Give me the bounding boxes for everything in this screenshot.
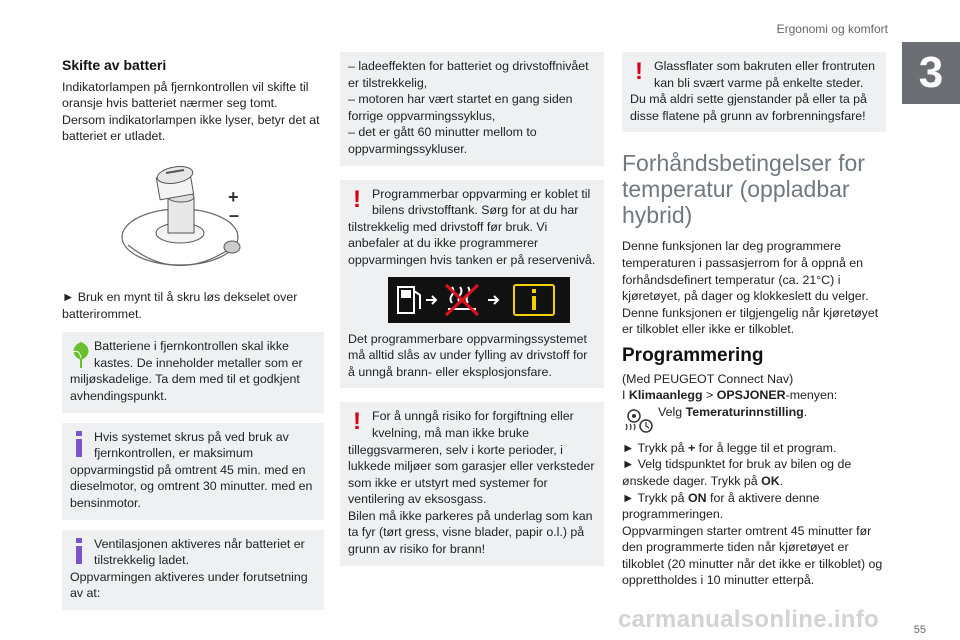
programming-menu-path [622,387,886,404]
step-activate [622,490,886,523]
section-title-battery: Skifte av batteri [62,57,167,73]
warning-hot-glass [622,52,886,132]
warning-poisoning [340,402,604,565]
chapter-tab: 3 [902,42,960,104]
column-middle [340,52,604,566]
running-head: Ergonomi og komfort [776,22,888,36]
step-activate-suffix: for å aktivere denne programmeringen. [622,490,820,522]
info-note-ventilation [62,530,324,610]
select-temperature-text [622,404,886,421]
refuel-warning-icon-strip [388,277,570,323]
step-time-text: ► Velg tidspunktet for bruk av bilen og de ønskede dager. Trykk på [622,457,852,488]
battery-step: ► Bruk en mynt til å skru løs dekselet over batterirommet. [62,289,298,321]
warning-fuel-tank-text-b: Det programmerbare oppvarmingssystemet må alltid slås av under fylling av drivstoff for å unngå brann- eller eksplosjonsfare. [348,331,588,379]
leaf-icon [68,338,90,368]
section-heading-programming: Programmering [622,344,764,366]
climate-settings-icon [622,404,654,436]
watermark: carmanualsonline.info [618,606,880,633]
warning-poisoning-text-a: For å unngå risiko for forgiftning eller kvelning, må man ikke bruke tilleggsvarmeren, selv i korte perioder, i lukkede miljøer som garasjer eller verksteder som ikke er utstyrt med systemer for ventilering av eksosgass. [348,409,595,507]
velg-end: . [803,404,808,419]
step-activate-prefix: ► Trykk på [622,490,688,505]
svg-text:+: + [228,186,239,207]
step-add-program [622,440,886,457]
info-icon [68,429,90,459]
warning-icon: ! [635,58,643,85]
battery-intro: Indikatorlampen på fjernkontrollen vil skifte til oransje hvis batteriet nærmer seg tomt. Dersom indikatorlampen ikke lyser, betyr det at batteriet er utladet. [62,79,320,144]
info-note-ventilation-text-a: Ventilasjonen aktiveres når batteriet er tilstrekkelig ladet. [94,536,305,568]
step-time-end: . [779,473,784,488]
preconditioning-body: Denne funksjonen lar deg programmere temperaturen i passasjerrom for å oppnå en forhåndsdefinert temperatur (ca. 21°C) i kjøretøyet, på dager og klokkeslett du velger. Denne funksjonen er tilgjengelig når kjøretøyet er tilkoblet eller ikke er tilkoblet. [622,239,879,337]
menu-opsjoner: OPSJONER [716,388,786,403]
warning-icon: ! [353,185,361,213]
condition-item: – ladeeffekten for batteriet og drivstoffnivået er tilstrekkelig, [348,59,589,90]
select-temperature-row [622,404,886,436]
column-right [622,52,886,589]
programming-tail: Oppvarmingen starter omtrent 45 minutter før den programmerte tiden når kjøretøyet er tilkoblet (20 minutter når det ikke er tilkoblet) og opprettholdes i 10 minutter etterpå. [622,523,883,588]
step-add-suffix: for å legge til et program. [695,440,837,455]
section-heading-preconditioning: Forhåndsbetingelser for temperatur (oppladbar hybrid) [622,150,865,229]
menu-path-separator: > [702,388,717,403]
warning-hot-glass-text: Glassflater som bakruten eller frontruten kan bli svært varme på enkelte steder. Du må aldri sette gjenstander på eller ta på disse flatene på grunn av forbrenningsfare! [630,59,876,123]
conditions-list-box [340,52,604,166]
on-key: ON [687,490,707,505]
warning-fuel-tank-text: Programmerbar oppvarming er koblet til bilens drivstofftank. Sørg for at du har tilstrekkelig med drivstoff før bruk. Vi anbefaler at du ikke programmerer oppvarmingen hvis tanken er på reservenivå. [348,186,596,267]
warning-icon: ! [353,408,361,436]
step-add-prefix: ► Trykk på [622,440,688,455]
temperature-setting-option: Temeraturinnstilling [685,404,804,419]
remote-battery-illustration [110,157,260,279]
environment-note-text: Batteriene i fjernkontrollen skal ikke kastes. De inneholder metaller som er miljøskadelige. Ta dem med til et godkjent avhendingspunkt. [70,339,303,403]
ok-key: OK [761,473,780,488]
svg-text:–: – [229,204,240,225]
info-note-ventilation-text-b: Oppvarmingen aktiveres under forutsetning av at: [70,569,308,601]
page-number: 55 [913,624,926,636]
plus-key: + [687,440,696,455]
info-icon [68,536,90,566]
info-note-heating-time-text: Hvis systemet skrus på ved bruk av fjernkontrollen, er maksimum oppvarmingstid på omtrent 45 min. med en dieselmotor, og omtrent 30 minutter. med en bensinmotor. [70,429,313,510]
condition-item: – motoren har vært startet en gang siden forrige oppvarmingssyklus, [348,92,573,123]
menu-path-prefix: I [622,388,629,403]
step-select-time [622,456,886,489]
condition-item: – det er gått 60 minutter mellom to oppvarmingssykluser. [348,125,537,156]
warning-poisoning-text-b: Bilen må ikke parkeres på underlag som kan ta fyr (tørt gress, visne blader, papir o.l.) på grunn av risiko for brann! [348,508,593,557]
environment-note [62,332,324,412]
menu-path-suffix: -menyen: [785,388,838,403]
velg-prefix: Velg [658,404,686,419]
info-note-heating-time [62,423,324,520]
menu-klimaanlegg: Klimaanlegg [628,388,703,403]
programming-nav-note: (Med PEUGEOT Connect Nav) [622,371,794,386]
column-left [62,52,324,610]
warning-fuel-tank [340,180,604,389]
